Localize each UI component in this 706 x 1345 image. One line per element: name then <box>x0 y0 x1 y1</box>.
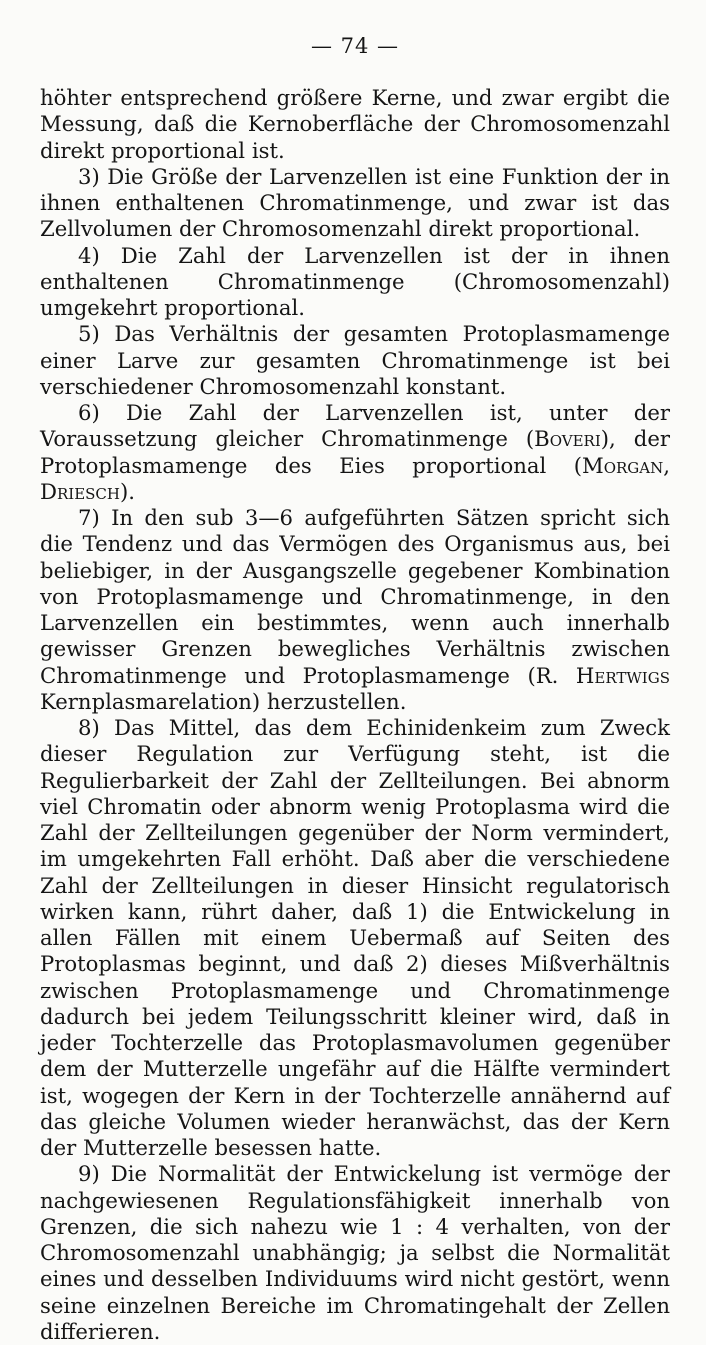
text-run: höhter entsprechend größere Kerne, und zwar ergibt die Messung, daß die Kernoberfläche der Chromosomenzahl direkt proportional ist. <box>40 85 670 163</box>
text-run: 6) Die Zahl der Larvenzellen ist, unter der Voraussetzung gleicher Chromatinmenge ( <box>40 400 670 452</box>
paragraph-continuation <box>40 85 670 164</box>
paragraph-p6 <box>40 400 670 505</box>
author-name: Driesch <box>40 478 120 504</box>
body-text <box>40 85 670 1345</box>
text-run: 9) Die Normalität der Entwickelung ist vermöge der nachgewiesenen Regulationsfähigkeit innerhalb von Grenzen, die sich nahezu wie 1 : 4 verhalten, von der Chromosomenzahl unabhängig; ja selbst die Normalität eines und desselben Individuums wird nicht gestört, wenn seine einzelnen Bereiche im Chromatingehalt der Zellen differieren. <box>40 1161 670 1344</box>
text-run: 8) Das Mittel, das dem Echinidenkeim zum Zweck dieser Regulation zur Verfügung steht, ist die Regulierbarkeit der Zahl der Zellteilungen. Bei abnorm viel Chromatin oder abnorm wenig Protoplasma wird die Zahl der Zellteilungen gegenüber der Norm vermindert, im umgekehrten Fall erhöht. Daß aber die verschiedene Zahl der Zellteilungen in dieser Hinsicht regulatorisch wirken kann, rührt daher, daß 1) die Entwickelung in allen Fällen mit einem Uebermaß auf Seiten des Protoplasmas beginnt, und daß 2) dieses Mißverhältnis zwischen Protoplasmamenge und Chromatinmenge dadurch bei jedem Teilungsschritt kleiner wird, daß in jeder Tochterzelle das Protoplasmavolumen gegenüber dem der Mutterzelle ungefähr auf die Hälfte vermindert ist, wogegen der Kern in der Tochterzelle annähernd auf das gleiche Volumen wieder heranwächst, das der Kern der Mutterzelle besessen hatte. <box>40 715 670 1160</box>
paragraph-p8 <box>40 715 670 1161</box>
text-run: Kernplasmarelation) herzustellen. <box>40 688 407 714</box>
paragraph-p4 <box>40 243 670 322</box>
text-run: 4) Die Zahl der Larvenzellen ist der in ihnen enthaltenen Chromatinmenge (Chromosomenzahl) umgekehrt proportional. <box>40 242 670 320</box>
paragraph-p7 <box>40 505 670 715</box>
text-run: , <box>663 452 670 478</box>
author-name: Hertwigs <box>575 662 670 688</box>
book-page <box>40 30 670 1344</box>
page-number: — 74 — <box>310 34 400 58</box>
text-run: 7) In den sub 3—6 aufgeführten Sätzen spricht sich die Tendenz und das Vermögen des Organismus aus, bei beliebiger, in der Ausgangszelle gegebener Kombination von Protoplasmamenge und Chromatinmenge, in den Larvenzellen ein bestimmtes, wenn auch innerhalb gewisser Grenzen bewegliches Verhältnis zwischen Chromatinmenge und Protoplasmamenge (R. <box>40 505 670 688</box>
author-name: Morgan <box>582 452 664 478</box>
text-run: 5) Das Verhältnis der gesamten Protoplasmamenge einer Larve zur gesamten Chromatinmenge ist bei verschiedener Chromosomenzahl konstant. <box>40 321 670 399</box>
text-run: ), der Protoplasmamenge des Eies proportional ( <box>40 426 670 478</box>
author-name: Boveri <box>534 426 601 452</box>
paragraph-p5 <box>40 321 670 400</box>
text-run: ). <box>120 478 136 504</box>
text-run: 3) Die Größe der Larvenzellen ist eine Funktion der in ihnen enthaltenen Chromatinmenge, und zwar ist das Zellvolumen der Chromosomenzahl direkt proportional. <box>40 163 670 242</box>
paragraph-p3 <box>40 164 670 243</box>
paragraph-p9 <box>40 1161 670 1345</box>
